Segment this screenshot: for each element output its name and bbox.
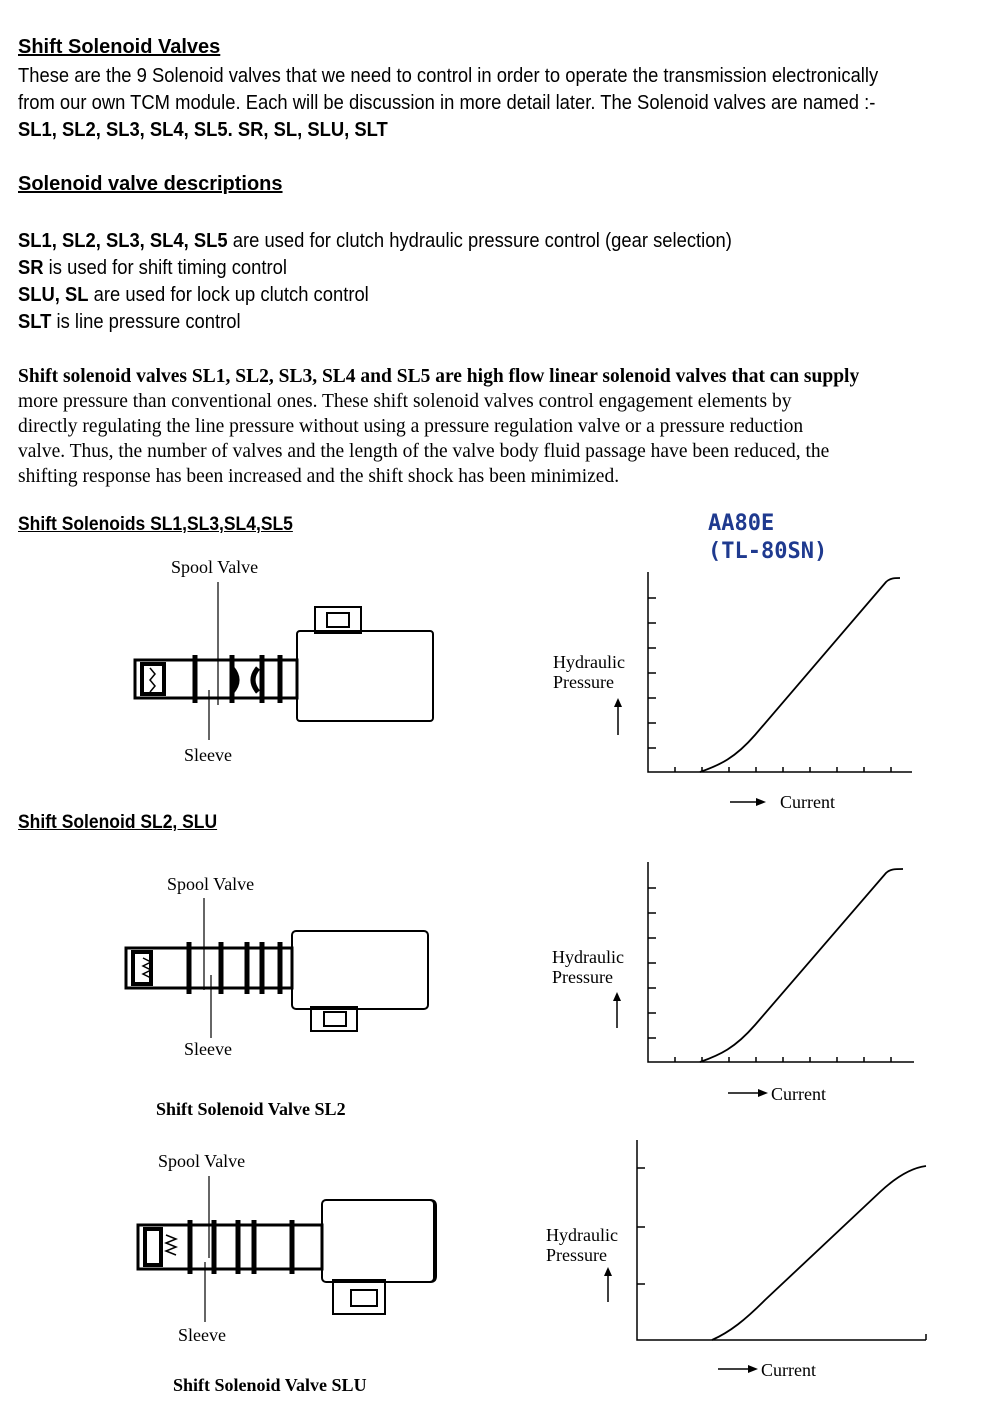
spool-valve-label: Spool Valve — [158, 1151, 246, 1171]
y-axis-label-2: Pressure — [546, 1245, 607, 1265]
y-axis-label-2: Pressure — [553, 672, 614, 692]
sleeve-label: Sleeve — [184, 1039, 232, 1059]
y-axis-label-1: Hydraulic — [553, 652, 625, 672]
paragraph-bold-lead: Shift solenoid valves SL1, SL2, SL3, SL4 and SL5 are high flow linear solenoid valves that can supply — [18, 366, 860, 387]
paragraph-line: shifting response has been increased and the shift shock has been minimized. — [18, 466, 620, 487]
description-item: SLU, SL are used for lock up clutch control — [18, 284, 369, 306]
description-item: SL1, SL2, SL3, SL4, SL5 are used for clutch hydraulic pressure control (gear selection) — [18, 230, 732, 252]
solenoid-names: SL1, SL2, SL3, SL4, SL5. SR, SL, SLU, SLT — [18, 119, 388, 141]
sleeve-label: Sleeve — [184, 745, 232, 765]
section-heading-shift-solenoid-valves: Shift Solenoid Valves — [18, 36, 221, 58]
x-axis-label: Current — [761, 1360, 816, 1380]
y-arrow-head — [604, 1267, 612, 1276]
intro-line-2: from our own TCM module. Each will be discussion in more detail later. The Solenoid valves are named :- — [18, 92, 876, 114]
description-item: SR is used for shift timing control — [18, 257, 287, 279]
sleeve-label: Sleeve — [178, 1325, 226, 1345]
figure-heading-sl1-sl3-sl4-sl5: Shift Solenoids SL1,SL3,SL4,SL5 — [18, 514, 293, 535]
figure-caption: Shift Solenoid Valve SLU — [173, 1375, 367, 1395]
y-axis-label-1: Hydraulic — [546, 1225, 618, 1245]
y-axis-label-2: Pressure — [552, 967, 613, 987]
y-ticks — [637, 1168, 645, 1284]
spool-valve-label: Spool Valve — [167, 874, 255, 894]
x-arrow-head — [748, 1365, 758, 1373]
paragraph-line: more pressure than conventional ones. These shift solenoid valves control engagement elements by — [18, 391, 792, 412]
description-item: SLT is line pressure control — [18, 311, 241, 333]
figure-heading-sl2-slu: Shift Solenoid SL2, SLU — [18, 812, 218, 833]
x-axis-label: Current — [780, 792, 835, 812]
x-axis-label: Current — [771, 1084, 826, 1104]
spool-valve-label: Spool Valve — [171, 557, 259, 577]
y-axis-label-1: Hydraulic — [552, 947, 624, 967]
section-heading-descriptions: Solenoid valve descriptions — [18, 173, 283, 195]
paragraph-line: directly regulating the line pressure without using a pressure regulation valve or a pressure reduction — [18, 416, 804, 437]
graph-axes — [637, 1140, 926, 1340]
model-line-2: (TL-80SN) — [708, 539, 828, 564]
pressure-curve — [712, 1166, 926, 1340]
paragraph-line: valve. Thus, the number of valves and the length of the valve body fluid passage have been reduced, the — [18, 441, 830, 462]
figure-caption: Shift Solenoid Valve SL2 — [156, 1099, 346, 1119]
model-line-1: AA80E — [708, 511, 775, 536]
intro-line-1: These are the 9 Solenoid valves that we need to control in order to operate the transmission electronically — [18, 65, 879, 87]
